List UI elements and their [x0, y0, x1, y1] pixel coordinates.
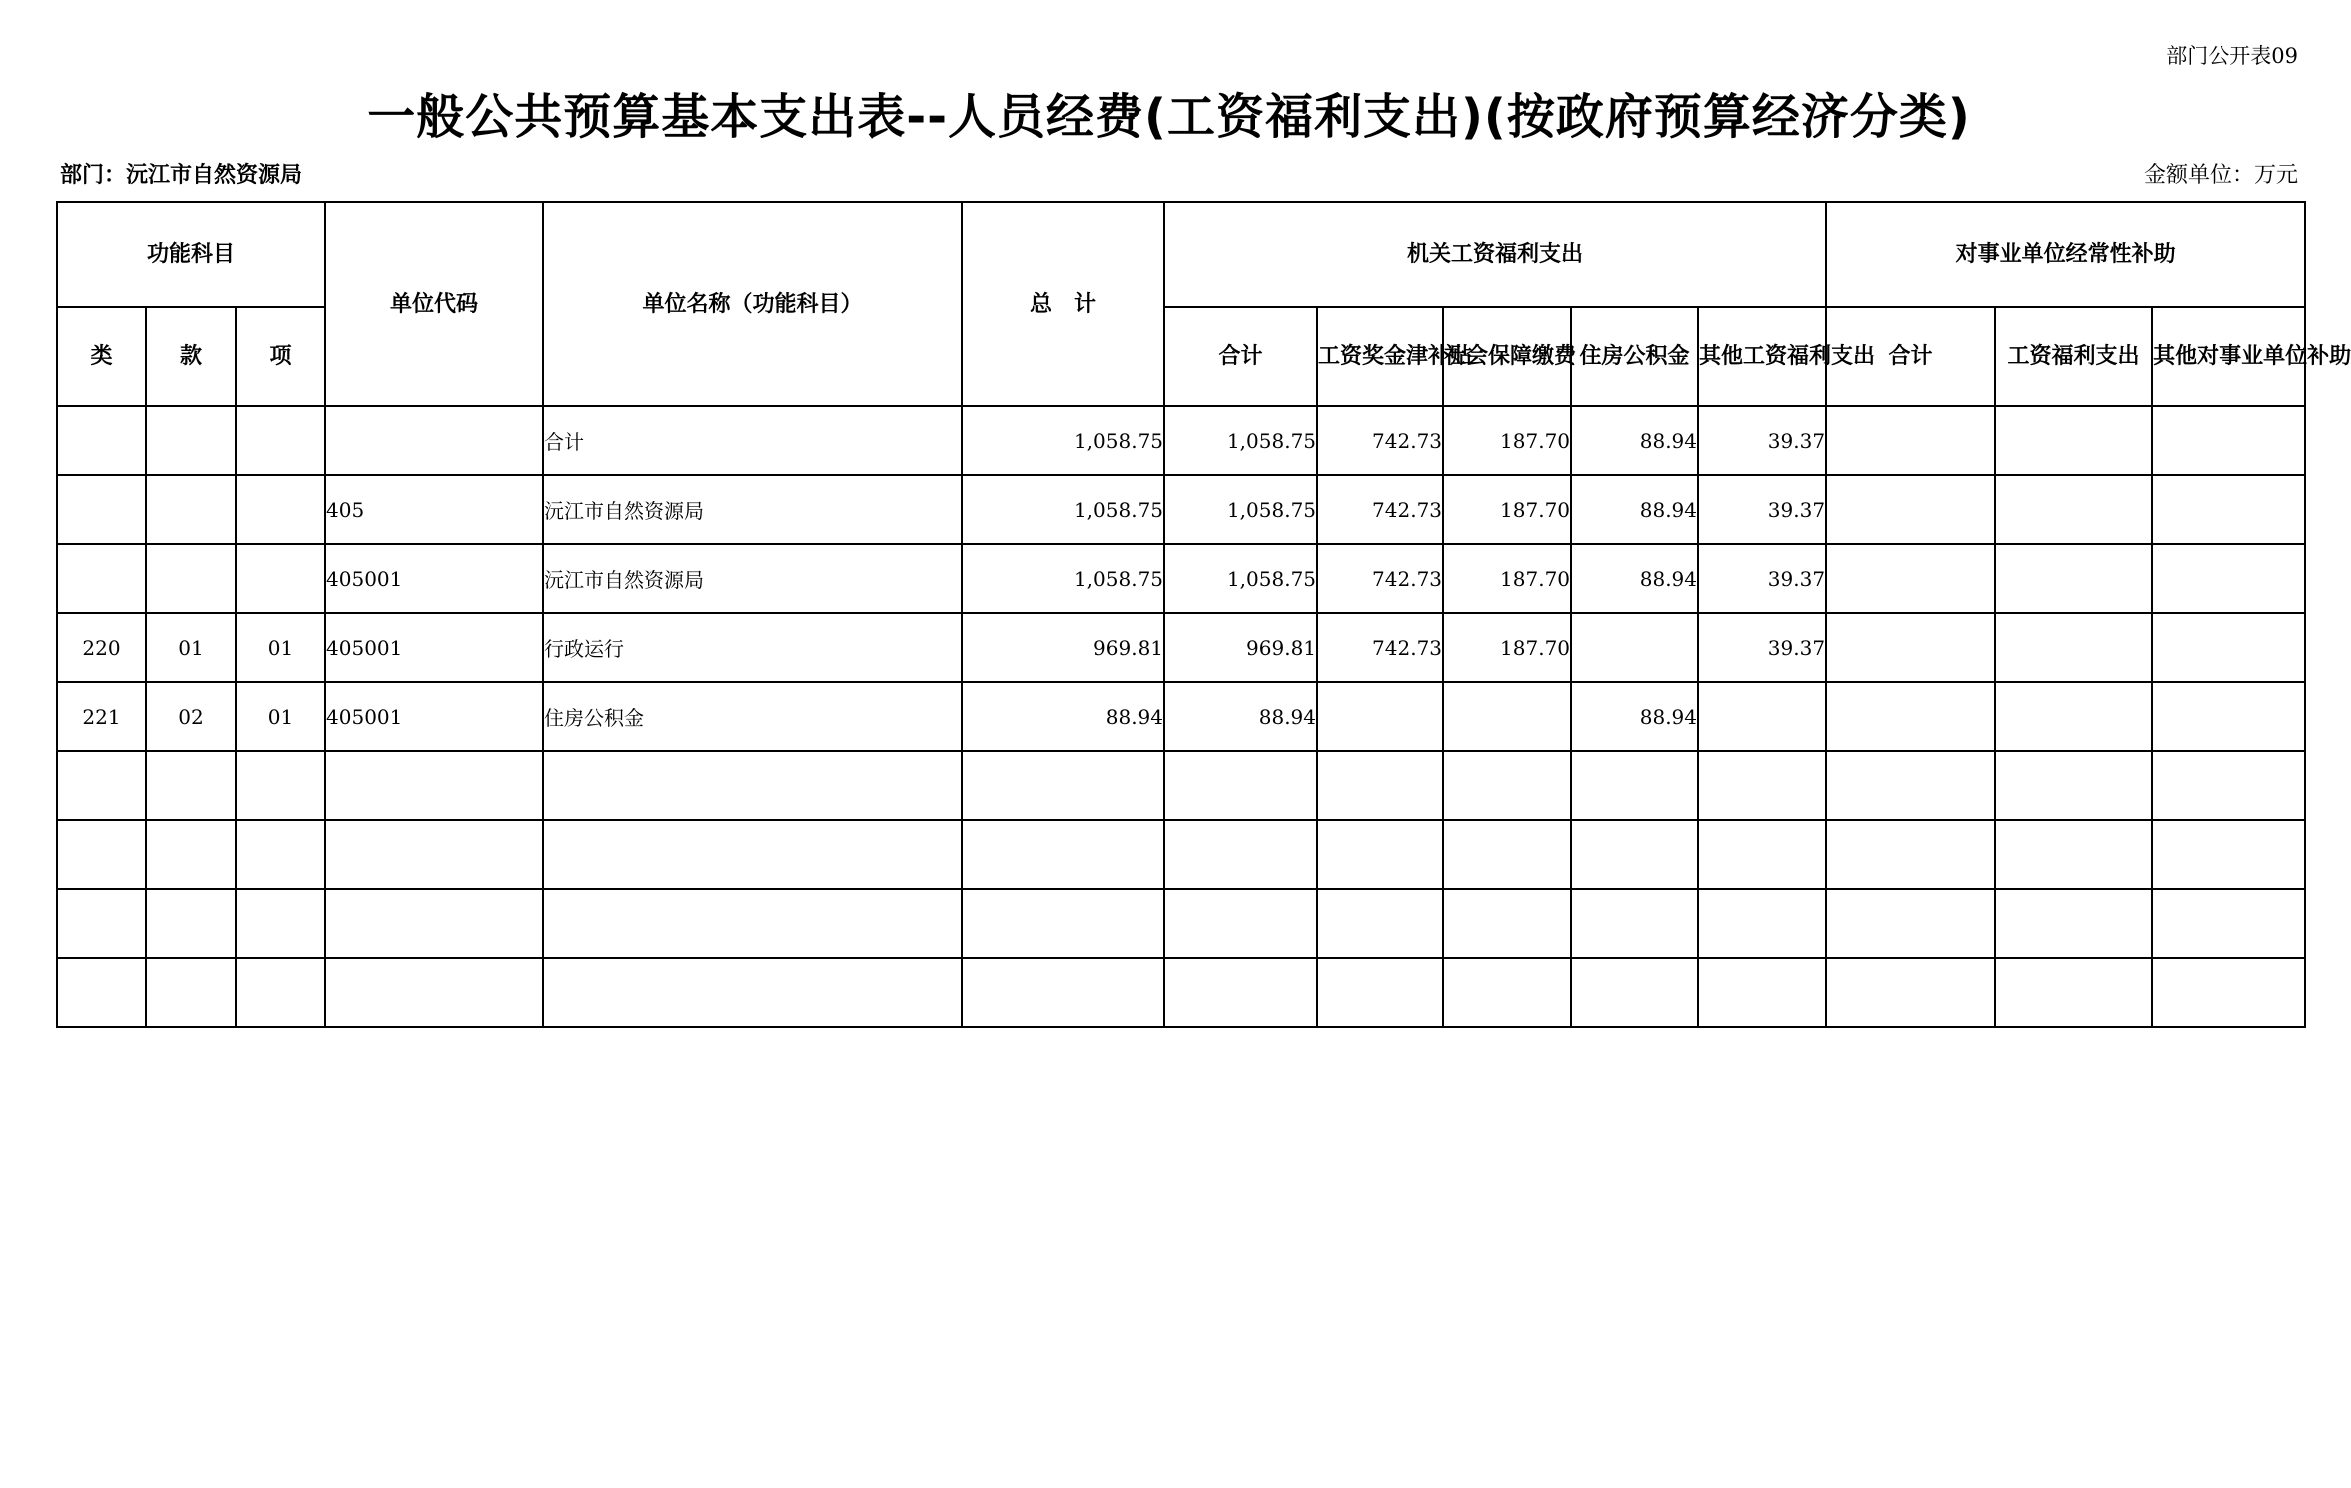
cell-xiang [236, 751, 325, 820]
cell-total [962, 751, 1164, 820]
cell-gov-total [1164, 820, 1317, 889]
header-gov-salary: 工资奖金津补贴 [1317, 307, 1443, 406]
cell-lei [57, 406, 146, 475]
page-title: 一般公共预算基本支出表--人员经费(工资福利支出)(按政府预算经济分类) [367, 89, 1971, 145]
cell-sub-salary [1995, 820, 2152, 889]
cell-total [962, 889, 1164, 958]
cell-gov-salary [1317, 751, 1443, 820]
cell-sub-other [2152, 682, 2305, 751]
cell-unit-name [543, 820, 962, 889]
cell-sub-total [1826, 544, 1995, 613]
table-row [57, 889, 2305, 958]
cell-xiang: 01 [236, 682, 325, 751]
cell-sub-salary [1995, 889, 2152, 958]
cell-unit-name [543, 889, 962, 958]
cell-gov-social: 187.70 [1443, 406, 1571, 475]
header-sub-other: 其他对事业单位补助 [2152, 307, 2305, 406]
cell-gov-total: 1,058.75 [1164, 544, 1317, 613]
budget-table [56, 201, 2351, 1028]
cell-total [962, 820, 1164, 889]
cell-xiang [236, 475, 325, 544]
cell-lei: 220 [57, 613, 146, 682]
cell-lei [57, 958, 146, 1027]
table-row [57, 682, 2305, 751]
header-lei: 类 [57, 307, 146, 406]
cell-gov-salary: 742.73 [1317, 475, 1443, 544]
cell-gov-total: 969.81 [1164, 613, 1317, 682]
cell-gov-other: 39.37 [1698, 613, 1826, 682]
cell-kuan [146, 820, 236, 889]
cell-unit-name: 行政运行 [543, 613, 962, 682]
cell-gov-housing: 88.94 [1571, 406, 1698, 475]
cell-gov-salary [1317, 889, 1443, 958]
cell-sub-other [2152, 613, 2305, 682]
cell-sub-total [1826, 613, 1995, 682]
header-xiang: 项 [236, 307, 325, 406]
header-total: 总 计 [962, 202, 1164, 406]
cell-unit-code [325, 820, 543, 889]
cell-gov-housing: 88.94 [1571, 475, 1698, 544]
cell-gov-total: 1,058.75 [1164, 406, 1317, 475]
cell-gov-total [1164, 751, 1317, 820]
table-row [57, 475, 2305, 544]
cell-total: 969.81 [962, 613, 1164, 682]
cell-lei [57, 820, 146, 889]
cell-xiang [236, 544, 325, 613]
cell-unit-code: 405001 [325, 544, 543, 613]
cell-gov-salary [1317, 820, 1443, 889]
cell-gov-social [1443, 682, 1571, 751]
cell-kuan [146, 544, 236, 613]
cell-gov-social [1443, 958, 1571, 1027]
cell-kuan [146, 889, 236, 958]
cell-sub-other [2152, 820, 2305, 889]
cell-sub-other [2152, 889, 2305, 958]
cell-unit-code [325, 958, 543, 1027]
cell-gov-other [1698, 751, 1826, 820]
cell-total: 1,058.75 [962, 406, 1164, 475]
cell-gov-social [1443, 820, 1571, 889]
cell-xiang: 01 [236, 613, 325, 682]
cell-gov-housing: 88.94 [1571, 682, 1698, 751]
cell-gov-housing [1571, 751, 1698, 820]
cell-unit-name: 合计 [543, 406, 962, 475]
cell-gov-housing [1571, 958, 1698, 1027]
cell-gov-other [1698, 889, 1826, 958]
cell-gov-social [1443, 751, 1571, 820]
cell-kuan: 01 [146, 613, 236, 682]
amount-unit-label: 金额单位：万元 [2143, 163, 2298, 188]
cell-unit-name [543, 958, 962, 1027]
cell-unit-code [325, 889, 543, 958]
cell-gov-housing: 88.94 [1571, 544, 1698, 613]
cell-gov-housing [1571, 889, 1698, 958]
cell-gov-salary: 742.73 [1317, 544, 1443, 613]
cell-sub-total [1826, 958, 1995, 1027]
cell-gov-other [1698, 682, 1826, 751]
header-unit-code: 单位代码 [325, 202, 543, 406]
header-func-subject: 功能科目 [57, 202, 325, 307]
cell-kuan [146, 958, 236, 1027]
cell-gov-total: 1,058.75 [1164, 475, 1317, 544]
cell-xiang [236, 889, 325, 958]
cell-unit-name: 沅江市自然资源局 [543, 475, 962, 544]
cell-gov-salary: 742.73 [1317, 406, 1443, 475]
header-kuan: 款 [146, 307, 236, 406]
table-row [57, 544, 2305, 613]
cell-unit-code: 405001 [325, 682, 543, 751]
header-gov-other: 其他工资福利支出 [1698, 307, 1826, 406]
cell-sub-salary [1995, 958, 2152, 1027]
cell-gov-other: 39.37 [1698, 406, 1826, 475]
cell-xiang [236, 958, 325, 1027]
cell-sub-other [2152, 751, 2305, 820]
cell-gov-other [1698, 820, 1826, 889]
cell-total: 1,058.75 [962, 544, 1164, 613]
cell-sub-salary [1995, 406, 2152, 475]
cell-gov-social [1443, 889, 1571, 958]
cell-sub-salary [1995, 682, 2152, 751]
cell-sub-other [2152, 958, 2305, 1027]
cell-gov-other: 39.37 [1698, 544, 1826, 613]
cell-sub-total [1826, 820, 1995, 889]
cell-unit-name: 住房公积金 [543, 682, 962, 751]
cell-gov-other [1698, 958, 1826, 1027]
header-sub-group: 对事业单位经常性补助 [1826, 202, 2305, 307]
cell-gov-total [1164, 889, 1317, 958]
cell-kuan [146, 406, 236, 475]
cell-gov-total: 88.94 [1164, 682, 1317, 751]
cell-gov-salary [1317, 682, 1443, 751]
cell-unit-code: 405001 [325, 613, 543, 682]
cell-total [962, 958, 1164, 1027]
cell-lei [57, 475, 146, 544]
cell-sub-other [2152, 475, 2305, 544]
cell-gov-total [1164, 958, 1317, 1027]
cell-kuan [146, 751, 236, 820]
cell-sub-salary [1995, 751, 2152, 820]
cell-gov-social: 187.70 [1443, 613, 1571, 682]
cell-unit-code [325, 751, 543, 820]
cell-sub-total [1826, 889, 1995, 958]
cell-sub-total [1826, 406, 1995, 475]
department-label: 部门：沅江市自然资源局 [60, 163, 303, 188]
cell-total: 88.94 [962, 682, 1164, 751]
header-unit-name: 单位名称（功能科目） [543, 202, 962, 406]
cell-sub-salary [1995, 613, 2152, 682]
table-row [57, 406, 2305, 475]
cell-unit-code: 405 [325, 475, 543, 544]
header-gov-housing: 住房公积金 [1571, 307, 1698, 406]
cell-kuan: 02 [146, 682, 236, 751]
table-row [57, 613, 2305, 682]
cell-lei [57, 544, 146, 613]
cell-lei: 221 [57, 682, 146, 751]
table-row [57, 958, 2305, 1027]
cell-gov-social: 187.70 [1443, 544, 1571, 613]
cell-gov-housing [1571, 820, 1698, 889]
table-row [57, 751, 2305, 820]
header-gov-total: 合计 [1164, 307, 1317, 406]
cell-lei [57, 751, 146, 820]
cell-unit-name [543, 751, 962, 820]
header-row-1 [57, 202, 2305, 307]
cell-sub-salary [1995, 544, 2152, 613]
cell-xiang [236, 406, 325, 475]
cell-lei [57, 889, 146, 958]
cell-unit-code [325, 406, 543, 475]
cell-xiang [236, 820, 325, 889]
header-sub-salary: 工资福利支出 [1995, 307, 2152, 406]
cell-gov-other: 39.37 [1698, 475, 1826, 544]
cell-gov-social: 187.70 [1443, 475, 1571, 544]
cell-total: 1,058.75 [962, 475, 1164, 544]
cell-gov-salary: 742.73 [1317, 613, 1443, 682]
table-row [57, 820, 2305, 889]
cell-sub-total [1826, 751, 1995, 820]
cell-sub-total [1826, 682, 1995, 751]
cell-sub-other [2152, 406, 2305, 475]
cell-sub-other [2152, 544, 2305, 613]
cell-sub-total [1826, 475, 1995, 544]
cell-gov-salary [1317, 958, 1443, 1027]
cell-unit-name: 沅江市自然资源局 [543, 544, 962, 613]
cell-gov-housing [1571, 613, 1698, 682]
form-number: 部门公开表09 [2166, 44, 2298, 68]
header-gov-social: 社会保障缴费 [1443, 307, 1571, 406]
header-gov-group: 机关工资福利支出 [1164, 202, 1826, 307]
header-sub-total: 合计 [1826, 307, 1995, 406]
cell-kuan [146, 475, 236, 544]
cell-sub-salary [1995, 475, 2152, 544]
